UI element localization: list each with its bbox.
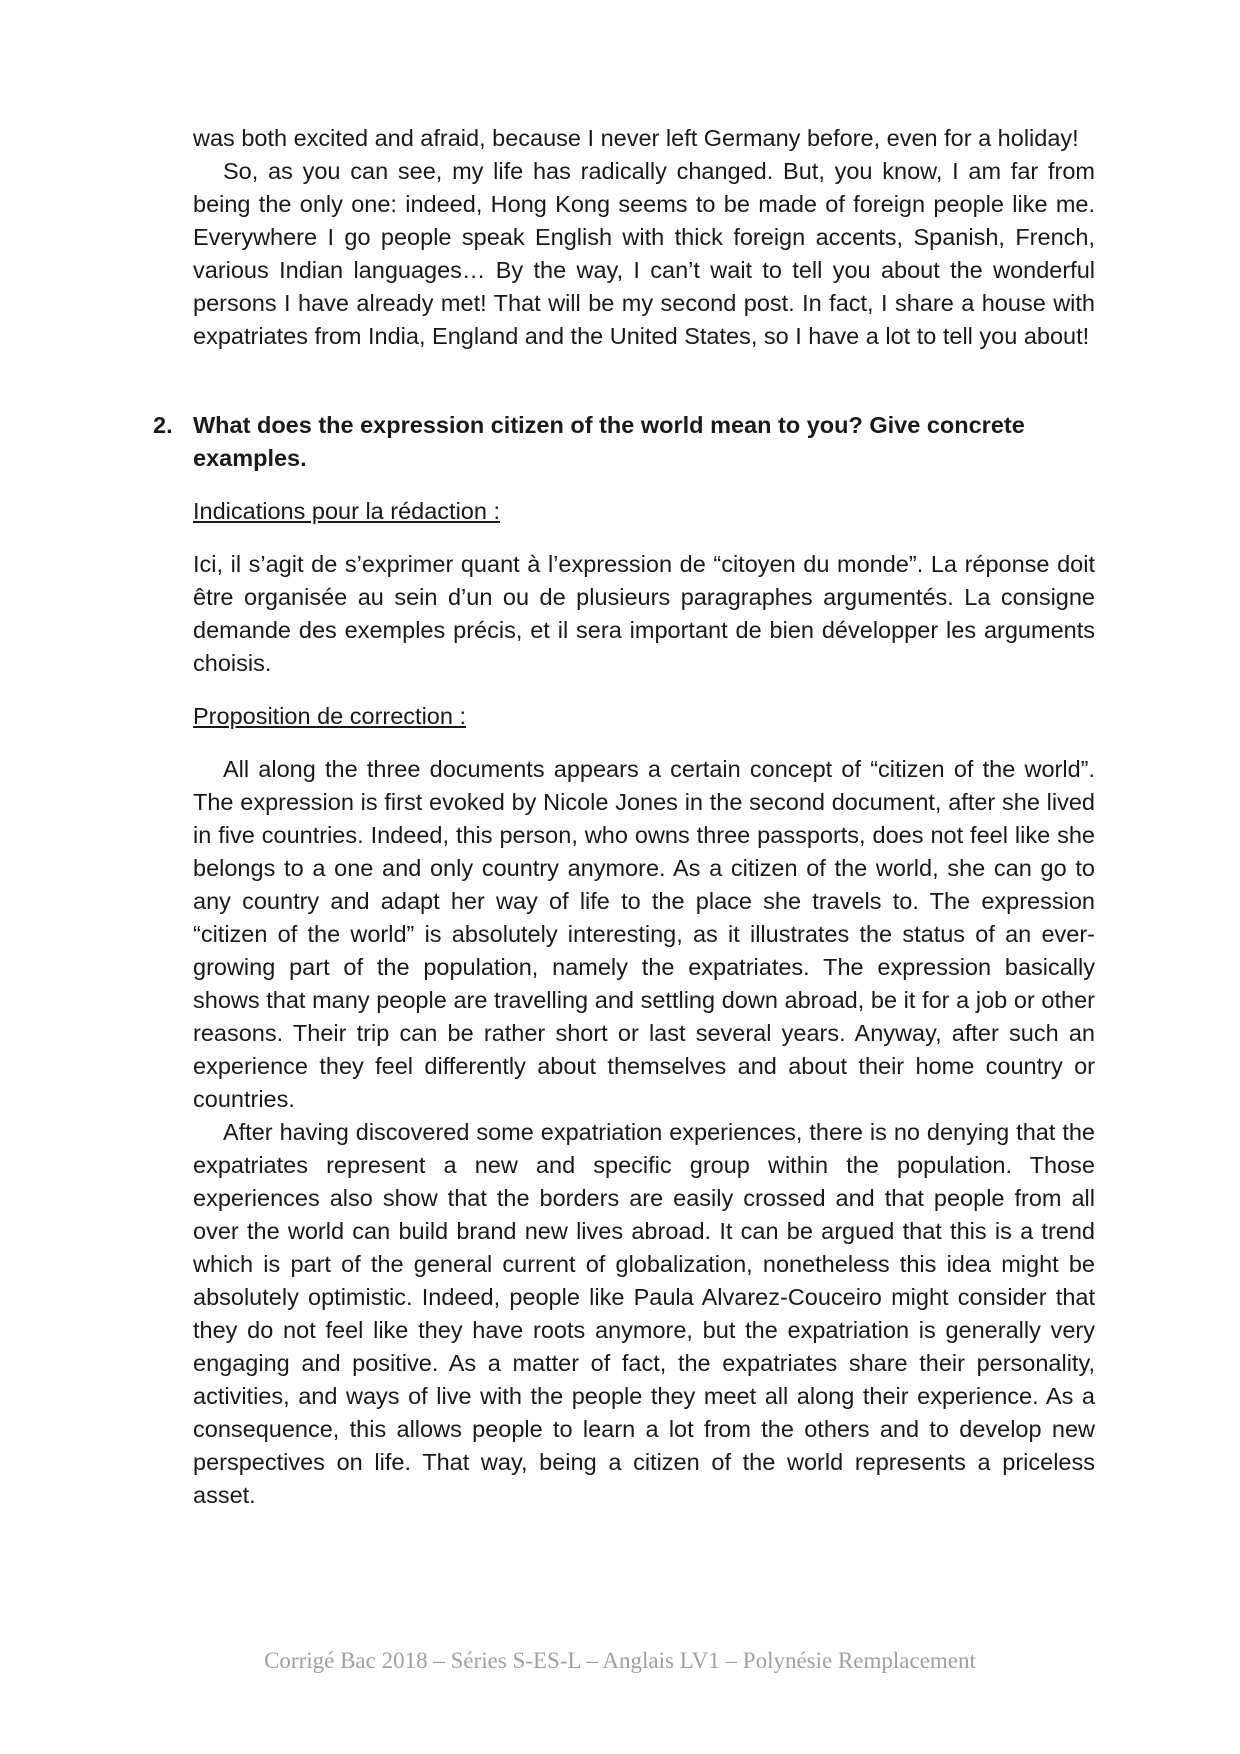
question-2 bbox=[153, 409, 1095, 475]
question-number: 2. bbox=[153, 412, 173, 438]
question-text: What does the expression citizen of the world mean to you? Give concrete examples. bbox=[193, 412, 1025, 471]
life-changed-paragraph: So, as you can see, my life has radically changed. But, you know, I am far from being the only one: indeed, Hong Kong seems to be made of foreign people like me. Everywhere I go people speak English with thick foreign accents, Spanish, French, various Indian languages… By the way, I can’t wait to tell you about the wonderful persons I have already met! That will be my second post. In fact, I share a house with expatriates from India, England and the United States, so I have a lot to tell you about! bbox=[193, 158, 1095, 349]
indications-heading: Indications pour la rédaction : bbox=[193, 498, 500, 524]
correction-paragraph-2: After having discovered some expatriation experiences, there is no denying that the expatriates represent a new and specific group within the population. Those experiences also show that the borders are easily crossed and that people from all over the world can build brand new lives abroad. It can be argued that this is a trend which is part of the general current of globalization, nonetheless this idea might be absolutely optimistic. Indeed, people like Paula Alvarez-Couceiro might consider that they do not feel like they have roots anymore, but the expatriation is generally very engaging and positive. As a matter of fact, the expatriates share their personality, activities, and ways of live with the people they meet all along their experience. As a consequence, this allows people to learn a lot from the others and to develop new perspectives on life. That way, being a citizen of the world represents a priceless asset. bbox=[193, 1119, 1095, 1508]
correction-paragraph-1: All along the three documents appears a certain concept of “citizen of the world”. The expression is first evoked by Nicole Jones in the second document, after she lived in five countries. Indeed, this person, who owns three passports, does not feel like she belongs to a one and only country anymore. As a citizen of the world, she can go to any country and adapt her way of life to the place she travels to. The expression “citizen of the world” is absolutely interesting, as it illustrates the status of an ever-growing part of the population, namely the expatriates. The expression basically shows that many people are travelling and settling down abroad, be it for a job or other reasons. Their trip can be rather short or last several years. Anyway, after such an experience they feel differently about themselves and about their home country or countries. bbox=[193, 756, 1095, 1112]
page-content bbox=[153, 122, 1095, 1512]
page-footer: Corrigé Bac 2018 – Séries S-ES-L – Anglais LV1 – Polynésie Remplacement bbox=[264, 1648, 976, 1673]
correction-heading: Proposition de correction : bbox=[193, 703, 467, 729]
continuation-paragraph: was both excited and afraid, because I never left Germany before, even for a holiday! bbox=[193, 125, 1079, 151]
indications-text: Ici, il s’agit de s’exprimer quant à l’expression de “citoyen du monde”. La réponse doit être organisée au sein d’un ou de plusieurs paragraphes argumentés. La consigne demande des exemples précis, et il sera important de bien développer les arguments choisis. bbox=[193, 551, 1095, 676]
